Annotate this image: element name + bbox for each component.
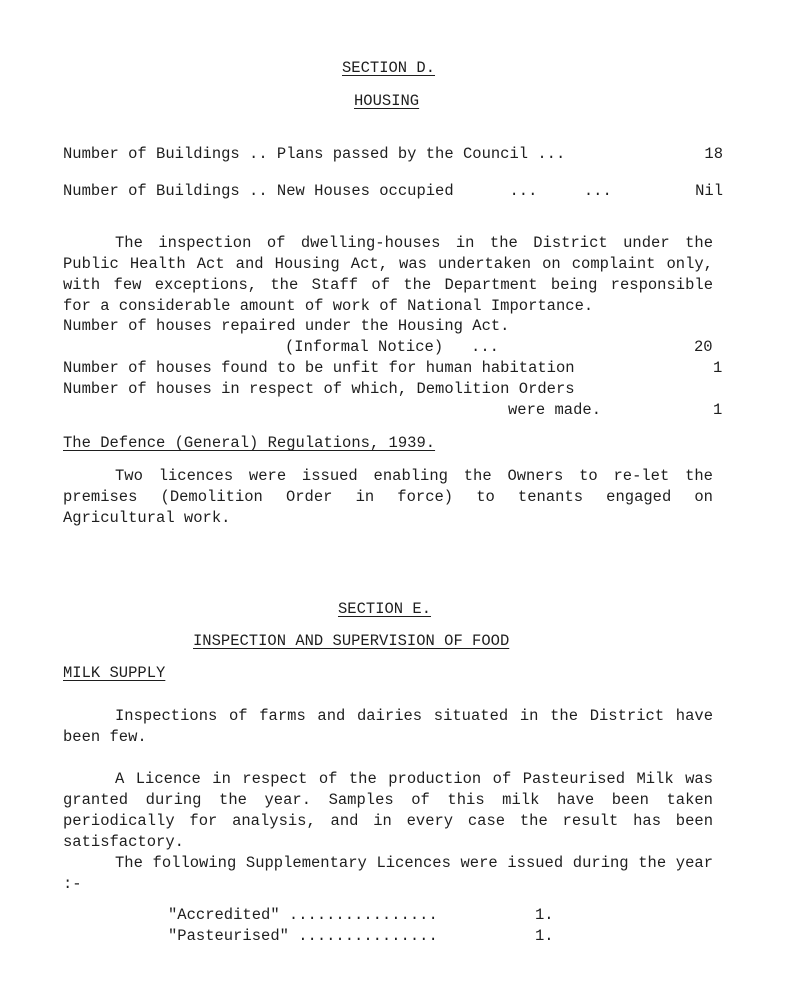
houses-repaired-label: Number of houses repaired under the Housing Act. xyxy=(63,317,510,335)
defence-paragraph: Two licences were issued enabling the Owners to re-let the premises (Demolition Order in force) to tenants engaged on Agricultural work. xyxy=(63,467,713,527)
housing-heading: HOUSING xyxy=(354,92,420,110)
informal-notice-label: (Informal Notice) ... xyxy=(285,338,499,356)
accredited-licence-value: 1. xyxy=(535,906,554,924)
houses-unfit-value: 1 xyxy=(713,359,723,377)
buildings-new-houses-value: Nil xyxy=(695,182,723,200)
farms-paragraph: Inspections of farms and dairies situated in the District have been few. xyxy=(63,707,713,746)
buildings-new-houses-row xyxy=(63,182,723,202)
pasteurised-licence-label: "Pasteurised" ............... xyxy=(168,927,438,945)
buildings-plans-row xyxy=(63,145,723,165)
accredited-licence-label: "Accredited" ................ xyxy=(168,906,438,924)
buildings-plans-value: 18 xyxy=(704,145,723,163)
houses-unfit-label: Number of houses found to be unfit for human habitation xyxy=(63,359,575,377)
demolition-orders-label: Number of houses in respect of which, Demolition Orders xyxy=(63,380,575,398)
buildings-plans-label: Number of Buildings .. Plans passed by the Council ... xyxy=(63,145,566,163)
inspection-paragraph: The inspection of dwelling-houses in the District under the Public Health Act and Housing Act, was undertaken on complaint only, with few exceptions, the Staff of the Department being responsible for a considerable amount of work of National Importance. xyxy=(63,234,713,315)
informal-notice-value: 20 xyxy=(694,338,713,356)
pasteurised-licence-value: 1. xyxy=(535,927,554,945)
demolition-orders-label-2: were made. xyxy=(508,401,602,419)
defence-regulations-heading: The Defence (General) Regulations, 1939. xyxy=(63,434,436,452)
inspection-food-heading: INSPECTION AND SUPERVISION OF FOOD xyxy=(193,632,510,650)
supplementary-licences-paragraph: The following Supplementary Licences were issued during the year :- xyxy=(63,854,713,893)
section-e-heading: SECTION E. xyxy=(338,600,432,618)
pasteurised-licence-paragraph: A Licence in respect of the production of Pasteurised Milk was granted during the year. Samples of this milk have been taken periodically for analysis, and in every case the result has been satisfactory. xyxy=(63,770,713,851)
milk-supply-heading: MILK SUPPLY xyxy=(63,664,166,682)
demolition-orders-value: 1 xyxy=(713,401,723,419)
buildings-new-houses-label: Number of Buildings .. New Houses occupied ... ... xyxy=(63,182,612,200)
section-d-heading: SECTION D. xyxy=(342,59,436,77)
